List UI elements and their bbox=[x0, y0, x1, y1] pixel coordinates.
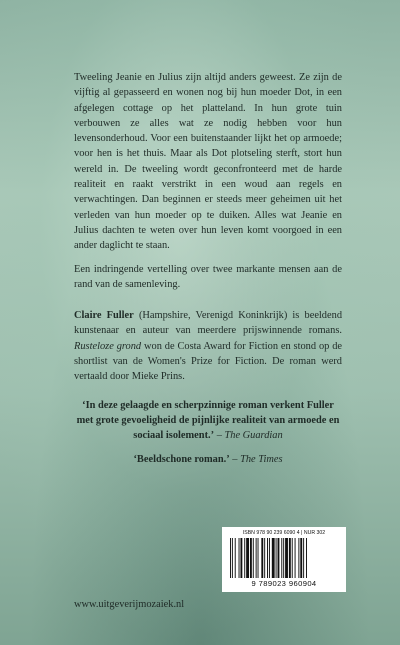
barcode-digits: 9 789023 960904 bbox=[251, 579, 317, 588]
author-bio-part-1: (Hampshire, Verenigd Koninkrijk) is beeldend kunstenaar en auteur van meerdere prijswinnende romans. bbox=[74, 310, 343, 337]
quote-text: ‘In deze gelaagde en scherpzinnige roman verkent Fuller met grote gevoeligheid de pijnlijke realiteit van armoede en sociaal isolement.’ bbox=[76, 400, 340, 441]
barcode-label bbox=[222, 527, 346, 592]
book-title: Rusteloze grond bbox=[74, 340, 142, 352]
isbn-text: ISBN 978 90 239 6090 4 | NUR 302 bbox=[242, 530, 326, 536]
quote-source: – The Guardian bbox=[214, 430, 283, 441]
quote-text: ‘Beeldschone roman.’ bbox=[133, 454, 230, 465]
blurb-text-1: Tweeling Jeanie en Julius zijn altijd anders geweest. Ze zijn de vijftig al gepasseerd en wonen nog bij hun moeder Dot, in een afgelegen cottage op het platteland. In hun grote tuin verbouwen ze alles wat ze nodig hebben voor hun levensonderhoud. Voor een buitenstaander lijkt het op armoede; voor hen is het thuis. Maar als Dot plotseling sterft, stort hun wereld in. De tweeling wordt geconfronteerd met de harde realiteit en raakt verstrikt in een woud aan regels en verwachtingen. Dan beginnen er steeds meer geheimen uit het verleden van hun moeder op te duiken. Alles wat Jeanie en Julius dachten te weten over hun leven komt voorgoed in een ander daglicht te staan. bbox=[74, 72, 342, 252]
author-name: Claire Fuller bbox=[74, 310, 134, 321]
quote-source: – The Times bbox=[229, 454, 283, 465]
publisher-website: www.uitgeverijmozaiek.nl bbox=[74, 599, 185, 610]
blurb-text-2: Een indringende vertelling over twee markante mensen aan de rand van de samenleving. bbox=[74, 264, 342, 291]
author-bio bbox=[74, 308, 342, 384]
author-bio-part-2: won de Costa Award for Fiction en stond op de shortlist van de Women's Prize for Fiction. De roman werd vertaald door Mieke Prins. bbox=[74, 340, 343, 383]
barcode-image bbox=[226, 537, 342, 579]
author-bio-text bbox=[74, 308, 342, 384]
blurb-paragraph-1 bbox=[74, 70, 342, 254]
review-quote-times bbox=[74, 452, 342, 467]
blurb-paragraph-2 bbox=[74, 262, 342, 293]
review-quote-guardian bbox=[74, 398, 342, 443]
